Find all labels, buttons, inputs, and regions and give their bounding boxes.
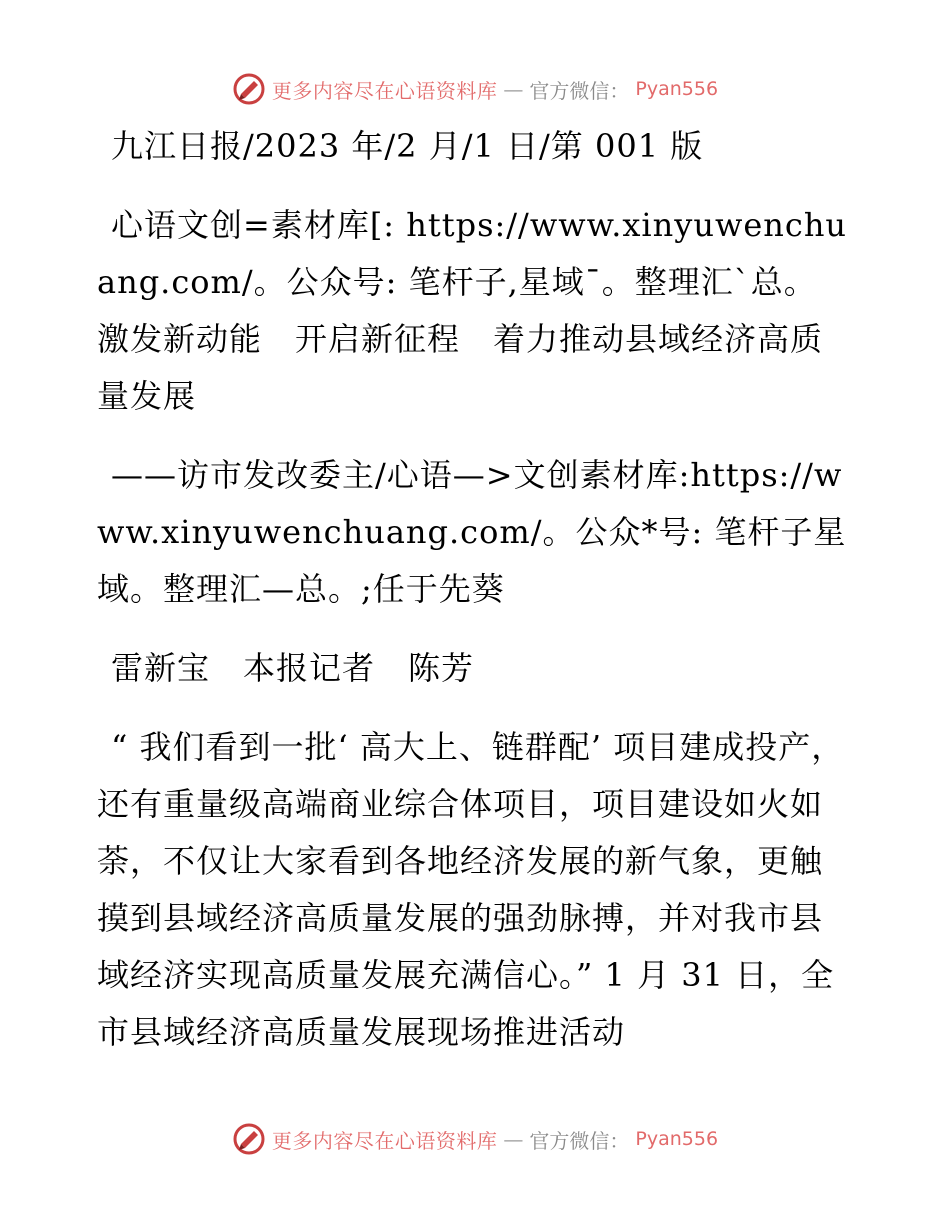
brush-logo-icon [232, 1122, 266, 1156]
watermark-official-label: 官方微信： [529, 78, 630, 103]
watermark-text: 更多内容尽在心语资料库 [271, 78, 498, 103]
dateline: 九江日报/2023 年/2 月/1 日/第 001 版 [111, 127, 704, 165]
watermark-account: Pyan556 [635, 78, 719, 100]
paragraph-title-intro: 心语文创=素材库[: https://www.xinyuwenchuang.com/。公众号: 笔杆子,星域¯。整理汇`总。激发新动能 开启新征程 着力推动县域经济高质量发展 [97, 206, 848, 415]
watermark-header [0, 72, 950, 106]
paragraph-body: “ 我们看到一批‘ 高大上、链群配’ 项目建成投产，还有重量级高端商业综合体项目，项目建设如火如荼，不仅让大家看到各地经济发展的新气象，更触摸到县域经济高质量发展的强劲脉搏，并对我市县域经济实现高质量发展充满信心。” 1 月 31 日，全市县域经济高质量发展现场推进活动 [97, 728, 845, 1051]
watermark-footer [0, 1122, 950, 1156]
watermark-separator: — [503, 1127, 524, 1151]
watermark-account: Pyan556 [635, 1128, 719, 1150]
byline: 雷新宝 本报记者 陈芳 [111, 649, 475, 687]
article-body [97, 118, 849, 1061]
paragraph-subtitle: ——访市发改委主/心语—>文创素材库:https://www.xinyuwenchuang.com/。公众*号: 笔杆子星域。整理汇—总。;任于先葵 [97, 456, 847, 608]
brush-logo-icon [232, 72, 266, 106]
watermark-official-label: 官方微信： [529, 1128, 630, 1153]
watermark-text: 更多内容尽在心语资料库 [271, 1128, 498, 1153]
watermark-separator: — [503, 77, 524, 101]
